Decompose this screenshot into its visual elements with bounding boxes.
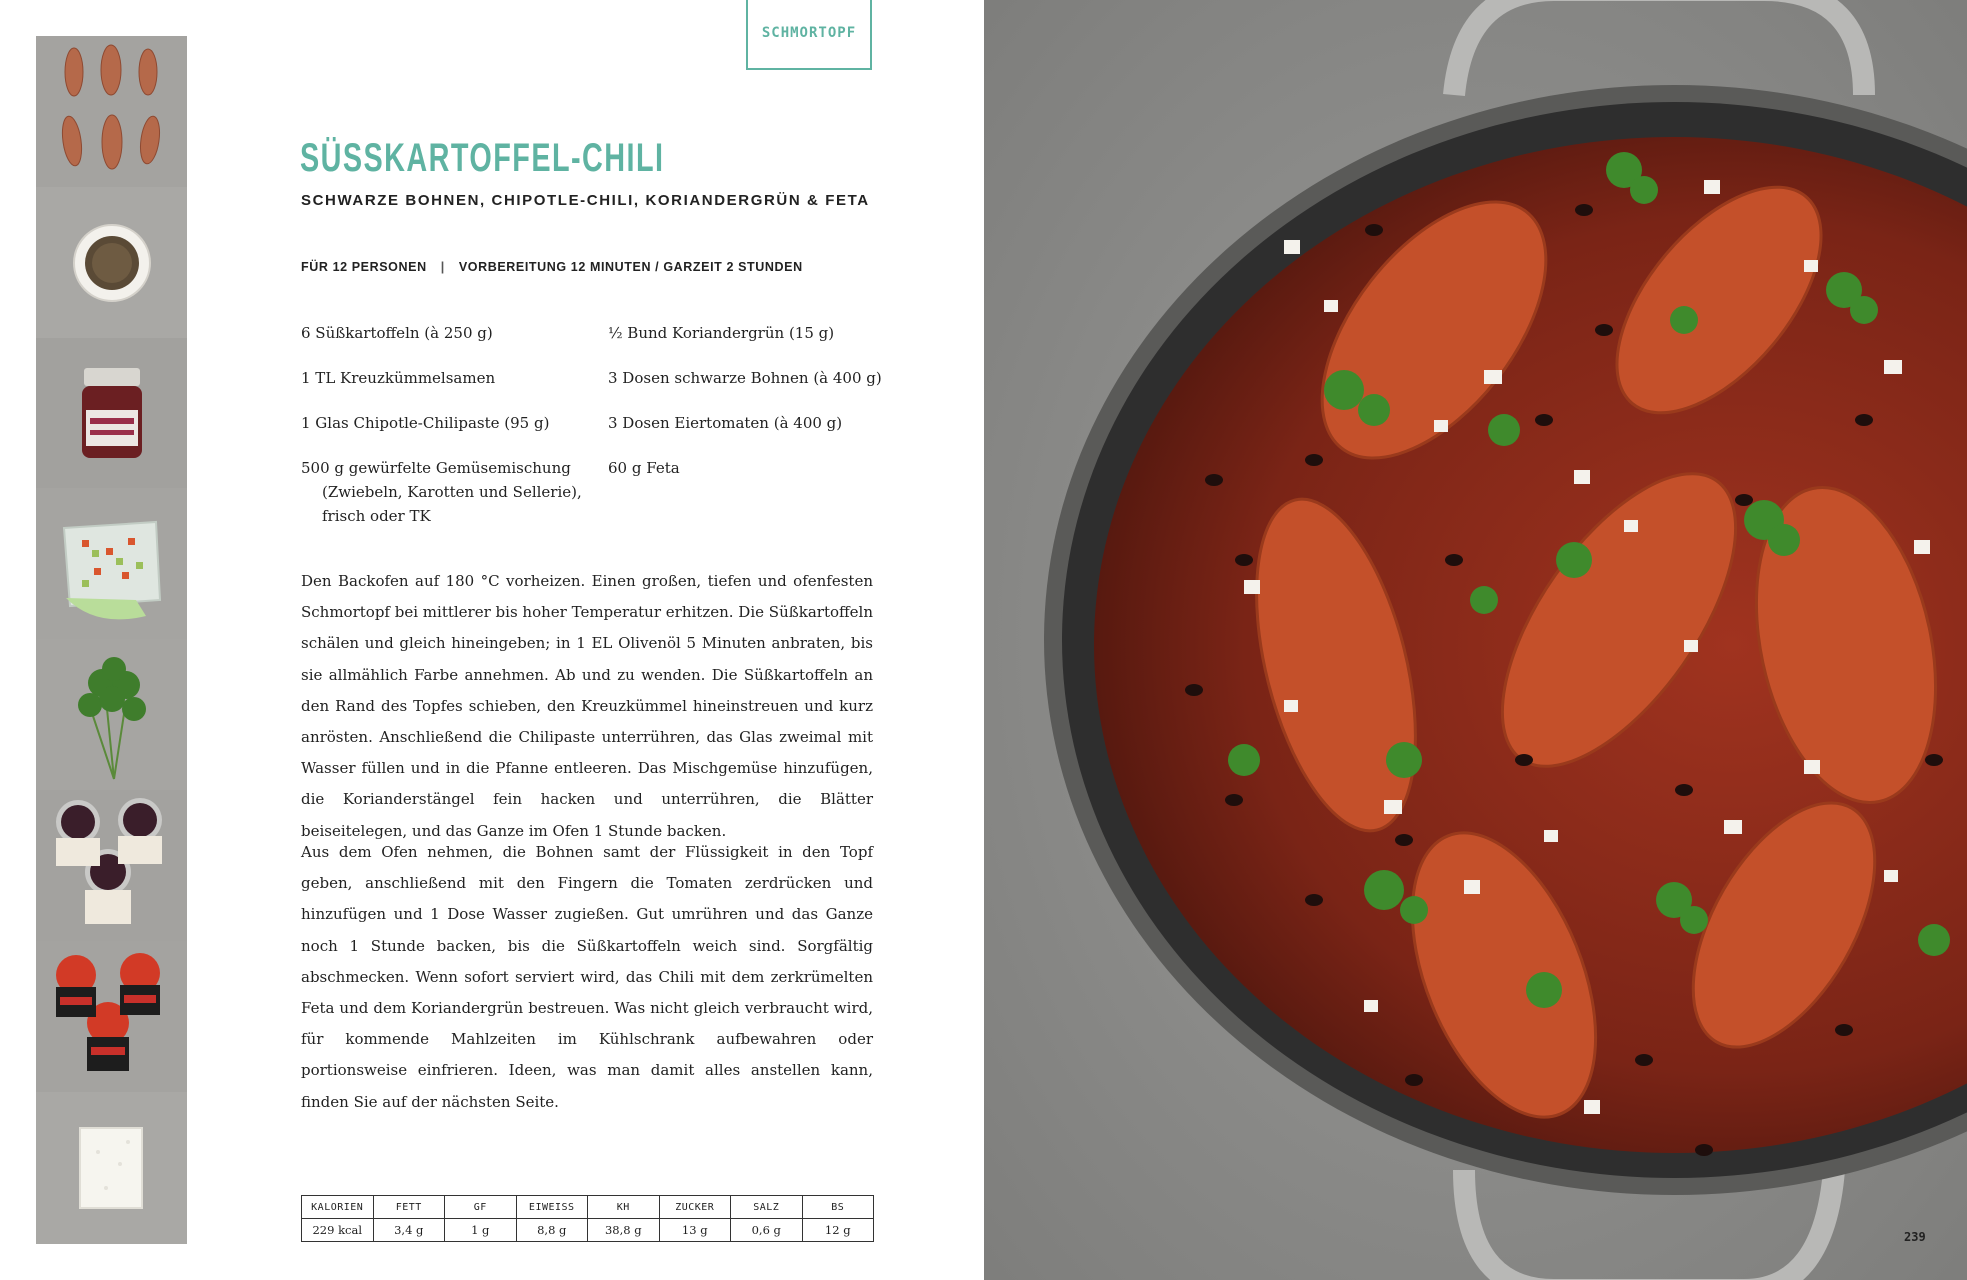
cumin-seeds-icon xyxy=(36,187,187,339)
ingredient-item: 3 Dosen schwarze Bohnen (à 400 g) xyxy=(608,369,882,387)
ingredient-line: 500 g gewürfelte Gemüsemischung xyxy=(301,459,571,477)
nutrition-value: 38,8 g xyxy=(588,1219,660,1242)
chipotle-jar-icon xyxy=(36,338,187,489)
times: VORBEREITUNG 12 MINUTEN / GARZEIT 2 STUNDEN xyxy=(458,260,803,274)
nutrition-header: BS xyxy=(802,1196,874,1219)
ingredient-line-continued: (Zwiebeln, Karotten und Sellerie), xyxy=(322,483,582,501)
ingredient-item: 1 TL Kreuzkümmelsamen xyxy=(301,369,496,387)
black-bean-cans-icon xyxy=(36,790,187,942)
nutrition-value: 3,4 g xyxy=(373,1219,445,1242)
nutrition-value: 13 g xyxy=(659,1219,731,1242)
coriander-bunch-icon xyxy=(36,639,187,791)
recipe-title: SÜSSKARTOFFEL-CHILI xyxy=(300,136,665,180)
servings: FÜR 12 PERSONEN xyxy=(301,260,427,274)
nutrition-value-row xyxy=(302,1219,874,1242)
nutrition-header: KH xyxy=(588,1196,660,1219)
recipe-subtitle: SCHWARZE BOHNEN, CHIPOTLE-CHILI, KORIANDERGRÜN & FETA xyxy=(301,192,870,209)
nutrition-header: KALORIEN xyxy=(302,1196,374,1219)
section-tag: SCHMORTOPF xyxy=(746,0,872,70)
ingredient-item: ½ Bund Koriandergrün (15 g) xyxy=(608,324,835,342)
ingredient-item: 6 Süßkartoffeln (à 250 g) xyxy=(301,324,493,342)
meta-separator: | xyxy=(440,260,445,274)
nutrition-value: 0,6 g xyxy=(731,1219,803,1242)
method-paragraph: Den Backofen auf 180 °C vorheizen. Einen großen, tiefen und ofenfesten Schmortopf bei mittlerer bis hoher Temperatur erhitzen. Die Süßkartoffeln schälen und gleich hineingeben; in 1 EL Olivenöl 5 Minuten anbraten, bis sie allmählich Farbe annehmen. Ab und zu wenden. Die Süßkartoffeln an den Rand des Topfes schieben, den Kreuzkümmel hineinstreuen und kurz anrösten. Anschließend die Chilipaste unterrühren, das Glas zweimal mit Wasser füllen und in die Pfanne entleeren. Das Mischgemüse hinzufügen, die Korianderstängel fein hacken und unterrühren, die Blätter beiseitelegen, und das Ganze im Ofen 1 Stunde backen. xyxy=(301,572,873,840)
nutrition-header: ZUCKER xyxy=(659,1196,731,1219)
ingredient-line-continued: frisch oder TK xyxy=(322,507,431,525)
ingredient-item: 1 Glas Chipotle-Chilipaste (95 g) xyxy=(301,414,550,432)
nutrition-value: 1 g xyxy=(445,1219,517,1242)
nutrition-header: FETT xyxy=(373,1196,445,1219)
ingredient-item: 60 g Feta xyxy=(608,459,680,477)
nutrition-value: 12 g xyxy=(802,1219,874,1242)
feta-block-icon xyxy=(36,1092,187,1244)
tomato-cans-icon xyxy=(36,941,187,1093)
nutrition-header-row xyxy=(302,1196,874,1219)
method-paragraph: Aus dem Ofen nehmen, die Bohnen samt der Flüssigkeit in den Topf geben, anschließend mit den Fingern die Tomaten zerdrücken und hinzufügen und 1 Dose Wasser zugießen. Gut umrühren und das Ganze noch 1 Stunde backen, bis die Süßkartoffeln weich sind. Sorgfältig abschmecken. Wenn sofort serviert wird, das Chili mit dem zerkrümelten Feta und dem Koriandergrün bestreuen. Was nicht gleich verbraucht wird, für kommende Mahlzeiten im Kühlschrank aufbewahren oder portionsweise einfrieren. Ideen, was man damit alles anstellen kann, finden Sie auf der nächsten Seite. xyxy=(301,843,873,1111)
dish-photo xyxy=(984,0,1967,1280)
nutrition-value: 229 kcal xyxy=(302,1219,374,1242)
page-number: 239 xyxy=(1904,1230,1926,1244)
nutrition-header: EIWEISS xyxy=(516,1196,588,1219)
nutrition-table xyxy=(301,1195,874,1242)
mixed-vegetables-icon xyxy=(36,488,187,640)
nutrition-value: 8,8 g xyxy=(516,1219,588,1242)
nutrition-header: GF xyxy=(445,1196,517,1219)
nutrition-header: SALZ xyxy=(731,1196,803,1219)
ingredient-item-multiline xyxy=(301,456,582,528)
ingredient-item: 3 Dosen Eiertomaten (à 400 g) xyxy=(608,414,843,432)
sweet-potatoes-icon xyxy=(36,36,187,188)
recipe-meta xyxy=(301,260,803,274)
ingredient-photo-strip xyxy=(36,36,187,1244)
